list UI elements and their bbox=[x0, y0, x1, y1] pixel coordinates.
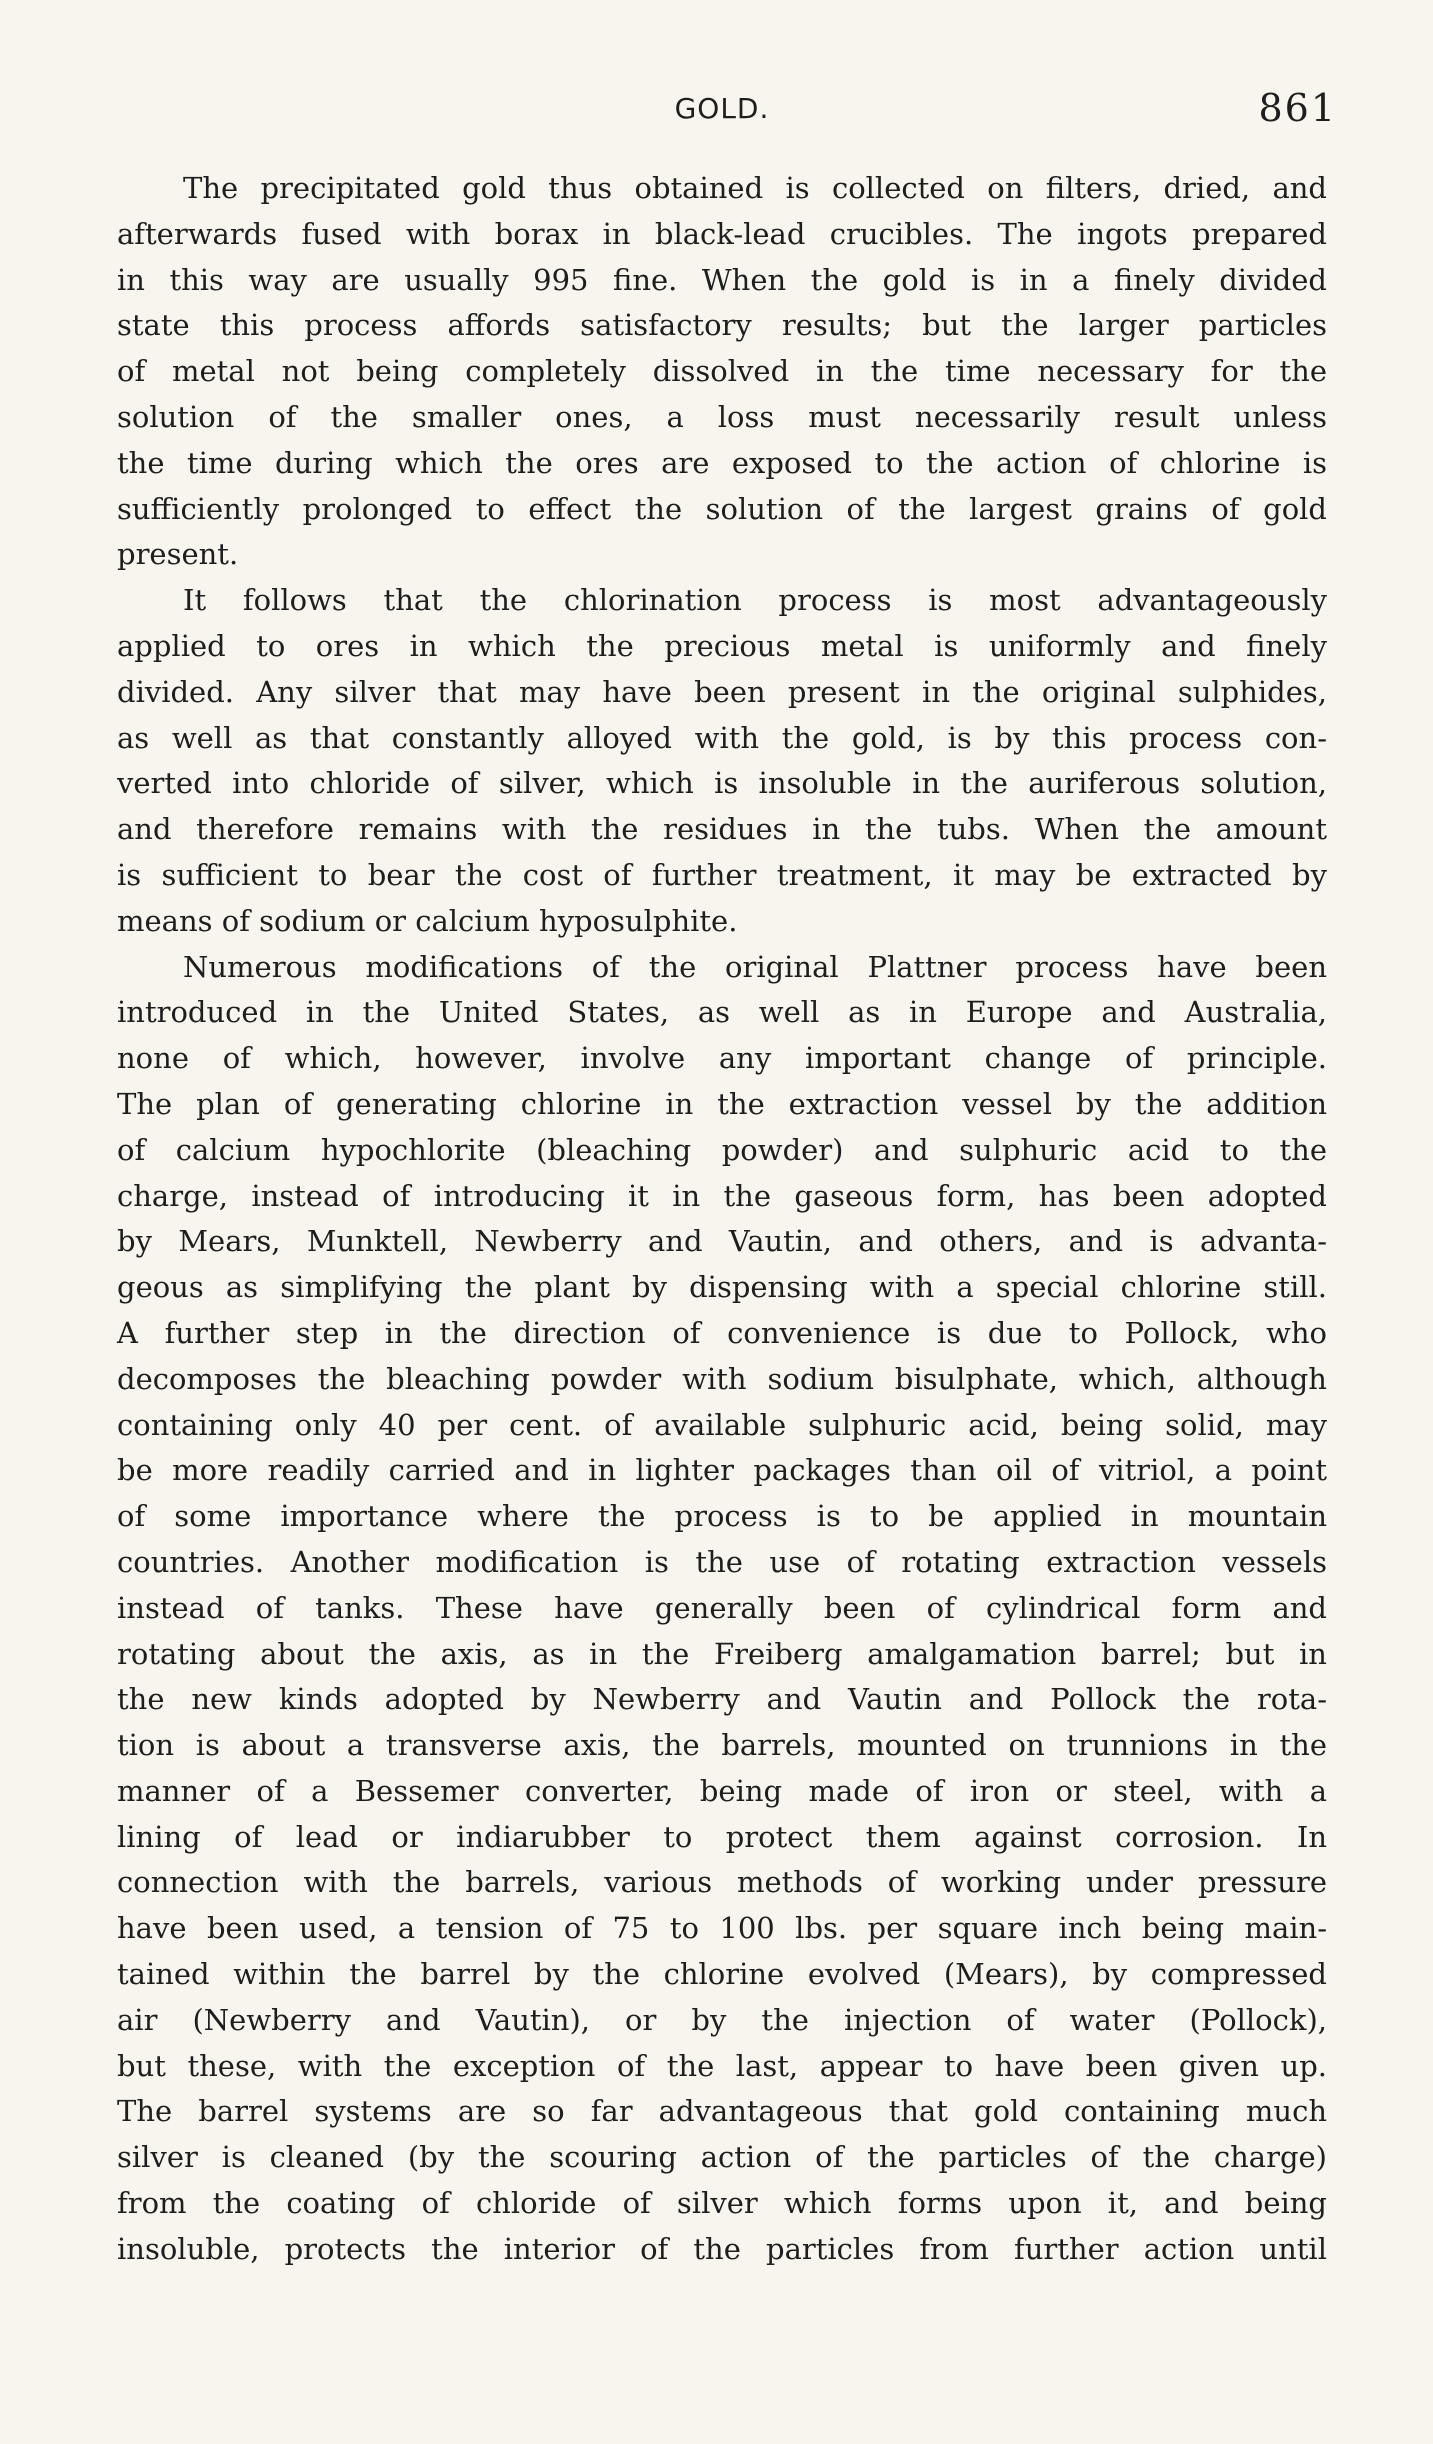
text-line: afterwards fused with borax in black-lead crucibles. The ingots prepared bbox=[117, 216, 1327, 251]
text-line: countries. Another modification is the use of rotating extraction vessels bbox=[117, 1544, 1327, 1579]
text-line: geous as simplifying the plant by dispensing with a special chlorine still. bbox=[117, 1270, 1327, 1305]
text-line: means of sodium or calcium hyposulphite. bbox=[117, 903, 738, 938]
text-line: by Mears, Munktell, Newberry and Vautin, and others, and is advanta- bbox=[117, 1224, 1327, 1259]
text-line: Numerous modifications of the original Plattner process have been bbox=[183, 949, 1327, 984]
body-text bbox=[117, 166, 1327, 2273]
text-line: lining of lead or indiarubber to protect them against corrosion. In bbox=[117, 1819, 1327, 1854]
text-line: tained within the barrel by the chlorine evolved (Mears), by compressed bbox=[117, 1957, 1327, 1992]
text-line: state this process affords satisfactory results; but the larger particles bbox=[117, 308, 1327, 343]
text-line: as well as that constantly alloyed with the gold, is by this process con- bbox=[117, 720, 1327, 755]
text-line: solution of the smaller ones, a loss must necessarily result unless bbox=[117, 399, 1327, 434]
text-line: silver is cleaned (by the scouring action of the particles of the charge) bbox=[117, 2140, 1327, 2175]
text-line: in this way are usually 995 fine. When the gold is in a finely divided bbox=[117, 262, 1327, 297]
text-line: introduced in the United States, as well as in Europe and Australia, bbox=[117, 995, 1327, 1030]
page-number: 861 bbox=[1258, 86, 1337, 130]
text-line: the new kinds adopted by Newberry and Vautin and Pollock the rota- bbox=[117, 1682, 1327, 1717]
text-line: of metal not being completely dissolved in the time necessary for the bbox=[117, 354, 1327, 389]
text-line: of some importance where the process is to be applied in mountain bbox=[117, 1499, 1327, 1534]
text-line: applied to ores in which the precious metal is uniformly and finely bbox=[117, 628, 1327, 663]
text-line: have been used, a tension of 75 to 100 lbs. per square inch being main- bbox=[117, 1911, 1327, 1946]
text-line: The precipitated gold thus obtained is collected on filters, dried, and bbox=[183, 171, 1327, 205]
text-line: charge, instead of introducing it in the gaseous form, has been adopted bbox=[117, 1178, 1327, 1213]
text-line: and therefore remains with the residues in the tubs. When the amount bbox=[117, 812, 1327, 847]
text-line: sufficiently prolonged to effect the solution of the largest grains of gold bbox=[117, 491, 1327, 526]
text-line: A further step in the direction of convenience is due to Pollock, who bbox=[117, 1315, 1327, 1350]
text-line: the time during which the ores are exposed to the action of chlorine is bbox=[117, 445, 1327, 480]
text-line: air (Newberry and Vautin), or by the injection of water (Pollock), bbox=[117, 2002, 1327, 2037]
text-line: insoluble, protects the interior of the particles from further action until bbox=[117, 2231, 1327, 2266]
text-line: instead of tanks. These have generally been of cylindrical form and bbox=[117, 1590, 1327, 1625]
text-line: from the coating of chloride of silver which forms upon it, and being bbox=[117, 2186, 1327, 2221]
page-header bbox=[117, 86, 1337, 136]
text-line: containing only 40 per cent. of available sulphuric acid, being solid, may bbox=[117, 1407, 1327, 1442]
text-line: is sufficient to bear the cost of further treatment, it may be extracted by bbox=[117, 857, 1327, 892]
text-line: connection with the barrels, various methods of working under pressure bbox=[117, 1865, 1327, 1900]
text-line: divided. Any silver that may have been present in the original sulphides, bbox=[117, 674, 1327, 709]
text-line: present. bbox=[117, 537, 239, 572]
text-line: of calcium hypochlorite (bleaching powder) and sulphuric acid to the bbox=[117, 1132, 1327, 1167]
text-line: The plan of generating chlorine in the extraction vessel by the addition bbox=[117, 1086, 1327, 1121]
text-line: The barrel systems are so far advantageous that gold containing much bbox=[117, 2094, 1327, 2129]
running-title: GOLD. bbox=[674, 92, 770, 125]
text-line: none of which, however, involve any important change of principle. bbox=[117, 1041, 1327, 1076]
text-line: rotating about the axis, as in the Freiberg amalgamation barrel; but in bbox=[117, 1636, 1327, 1671]
text-line: but these, with the exception of the last, appear to have been given up. bbox=[117, 2048, 1327, 2083]
text-line: manner of a Bessemer converter, being made of iron or steel, with a bbox=[117, 1773, 1327, 1808]
text-line: verted into chloride of silver, which is insoluble in the auriferous solution, bbox=[117, 766, 1327, 801]
text-line: It follows that the chlorination process is most advantageously bbox=[183, 583, 1327, 618]
text-line: be more readily carried and in lighter packages than oil of vitriol, a point bbox=[117, 1453, 1327, 1488]
text-line: tion is about a transverse axis, the barrels, mounted on trunnions in the bbox=[117, 1728, 1327, 1763]
text-line: decomposes the bleaching powder with sodium bisulphate, which, although bbox=[117, 1361, 1327, 1396]
